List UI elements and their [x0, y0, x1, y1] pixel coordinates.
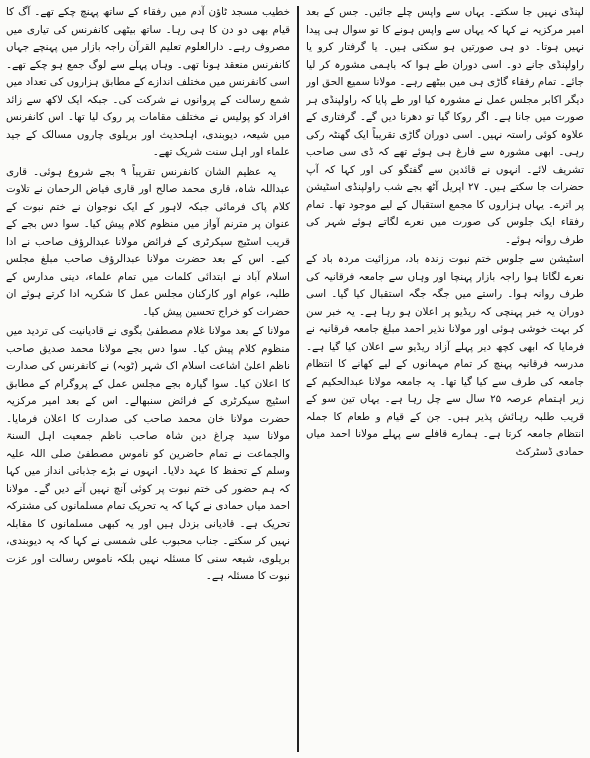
article-paragraph: اسٹیشن سے جلوس ختم نبوت زندہ باد، مرزائیت مردہ باد کے نعرے لگاتا ہوا راجہ بازار پہنچا اور وہاں سے جامعہ فرقانیہ کی طرف روانہ ہوا۔ راستے میں جگہ جگہ استقبال کیا گیا۔ اسی دوران یہ خبر پہنچی کہ ریڈیو پر اعلان ہو رہا ہے۔ یہ خبر سن کر بہت خوشی ہوئی اور مولانا نذیر احمد مبلغ جامعہ فرقانیہ نے فرمایا کہ ابھی کچھ دیر پہلے آزاد ریڈیو سے اعلان کیا گیا ہے۔ مدرسہ فرقانیہ پہنچ کر تمام مہمانوں کے لیے کھانے کا انتظام جامعہ کی طرف سے کیا گیا تھا۔ یہ جامعہ مولانا عبدالحکیم کے زیر اہتمام عرصہ ۲۵ سال سے چل رہا ہے۔ یہاں تین سو کے قریب طلبہ رہائش پذیر ہیں۔ جن کے قیام و طعام کا جملہ انتظام جامعہ کرتا ہے۔ ہمارے قافلے سے پہلے مولانا احمد میاں حمادی ڈسٹرکٹ — [306, 253, 584, 458]
article-column-right — [306, 4, 584, 754]
column-divider — [297, 6, 299, 752]
article-paragraph: خطیب مسجد ٹاؤن آدم میں رفقاء کے ساتھ پہنچ چکے تھے۔ آگ کا قیام بھی دو دن کا ہی رہا۔ ساتھ بیٹھی کانفرنس کی تیاری میں مصروف رہے۔ دارالعلوم تعلیم القرآن راجہ بازار میں پہنچے جہاں کانفرنس منعقد ہونا تھی۔ وہاں پہلے سے لوگ جمع ہو چکے تھے۔ اسی کانفرنس میں مختلف اندازے کے مطابق ہزاروں کی تعداد میں شمع رسالت کے پروانوں نے شرکت کی۔ جبکہ ایک لاکھ سے زائد افراد کو پولیس نے مختلف مقامات پر روک لیا تھا۔ اس کانفرنس میں شیعہ، دیوبندی، اہلحدیث اور بریلوی چاروں مسالک کے جید علماء اور اہل سنت شریک تھے۔ — [6, 6, 290, 158]
article-paragraph: یہ عظیم الشان کانفرنس تقریباً ۹ بجے شروع ہوئی۔ قاری عبداللہ شاہ، قاری محمد صالح اور قاری فیاض الرحمان نے تلاوت کلام پاک فرمائی جبکہ لاہور کے ایک نوجوان نے ختم نبوت کے عنوان پر مترنم آواز میں منظوم کلام پیش کیا۔ سوا دس بجے کے قریب اسٹیج سیکرٹری کے فرائض مولانا عبدالرؤف صاحب نے ادا کیے۔ اس کے بعد حضرت مولانا عبدالرؤف صاحب مبلغ مجلس اسلام آباد نے ابتدائی کلمات میں تمام علماء، دینی مدارس کے طلبہ، عوام اور کارکنان مجلس عمل کا شکریہ ادا کرتے ہوئے ان حضرات کو خراج تحسین پیش کیا۔ — [6, 165, 290, 318]
article-column-left — [6, 4, 290, 754]
article-paragraph: لپنڈی نہیں جا سکتے۔ یہاں سے واپس چلے جائیں۔ جس کے بعد امیر مرکزیہ نے کہا کہ یہاں سے واپس ہونے کا تو سوال ہی پیدا نہیں ہوتا۔ دو ہی صورتیں ہو سکتی ہیں۔ یا گرفتار کرو یا راولپنڈی جانے دو۔ اسی دوران طے ہوا کہ باہمی مشورہ کر لیا جائے۔ تمام رفقاء گاڑی ہی میں بیٹھے رہے۔ مولانا سمیع الحق اور دیگر اکابر مجلس عمل نے مشورہ کیا اور طے پایا کہ راولپنڈی ہر صورت میں جانا ہے۔ اگر روکا گیا تو دھرنا دیں گے۔ گرفتاری کے علاوہ کوئی راستہ نہیں۔ اسی دوران گاڑی تقریباً ایک گھنٹہ رکی رہی۔ ابھی مشورہ سے فارغ ہی ہوئے تھے کہ ڈی سی صاحب تشریف لائے۔ انہوں نے قائدین سے گفتگو کی اور کہا کہ آپ حضرات جا سکتے ہیں۔ ۲۷ اپریل آٹھ بجے شب راولپنڈی اسٹیشن پر اترے۔ یہاں ہزاروں کا مجمع استقبال کے لیے موجود تھا۔ تمام رفقاء ایک جلوس کی صورت میں نعرے لگاتے ہوئے شہر کی طرف روانہ ہوئے۔ — [306, 6, 584, 246]
article-paragraph: مولانا کے بعد مولانا غلام مصطفیٰ بگوی نے قادیانیت کی تردید میں منظوم کلام پیش کیا۔ سوا دس بجے مولانا محمد صدیق صاحب ناظم اعلیٰ اشاعت اسلام اک شہر (ٹوبہ) نے کانفرنس کی صدارت کا اعلان کیا۔ سوا گیارہ بجے مجلس عمل کے پروگرام کے مطابق اسٹیج سیکرٹری کے فرائض سنبھالے۔ اس کے بعد امیر مرکزیہ حضرت مولانا خان محمد صاحب کی صدارت کا اعلان فرمایا۔ مولانا سید چراغ دین شاہ صاحب ناظم جمعیت اہل السنۃ والجماعت نے تمام حاضرین کو ناموس مصطفیٰ صلی اللہ علیہ وسلم کے تحفظ کا عہد دلایا۔ انہوں نے بڑے جذباتی انداز میں کہا کہ ہم حضور کی ختم نبوت پر کوئی آنچ نہیں آنے دیں گے۔ مولانا احمد میاں حمادی نے کہا کہ یہ تحریک تمام مسلمانوں کی مشترکہ تحریک ہے۔ قادیانی بزدل ہیں اور یہ کبھی مسلمانوں کا مقابلہ نہیں کر سکتے۔ جناب محبوب علی شمسی نے کہا کہ یہ دیوبندی، بریلوی، شیعہ سنی کا مسئلہ نہیں بلکہ ناموس رسالت اور عزت نبوت کا مسئلہ ہے۔ — [6, 325, 290, 582]
